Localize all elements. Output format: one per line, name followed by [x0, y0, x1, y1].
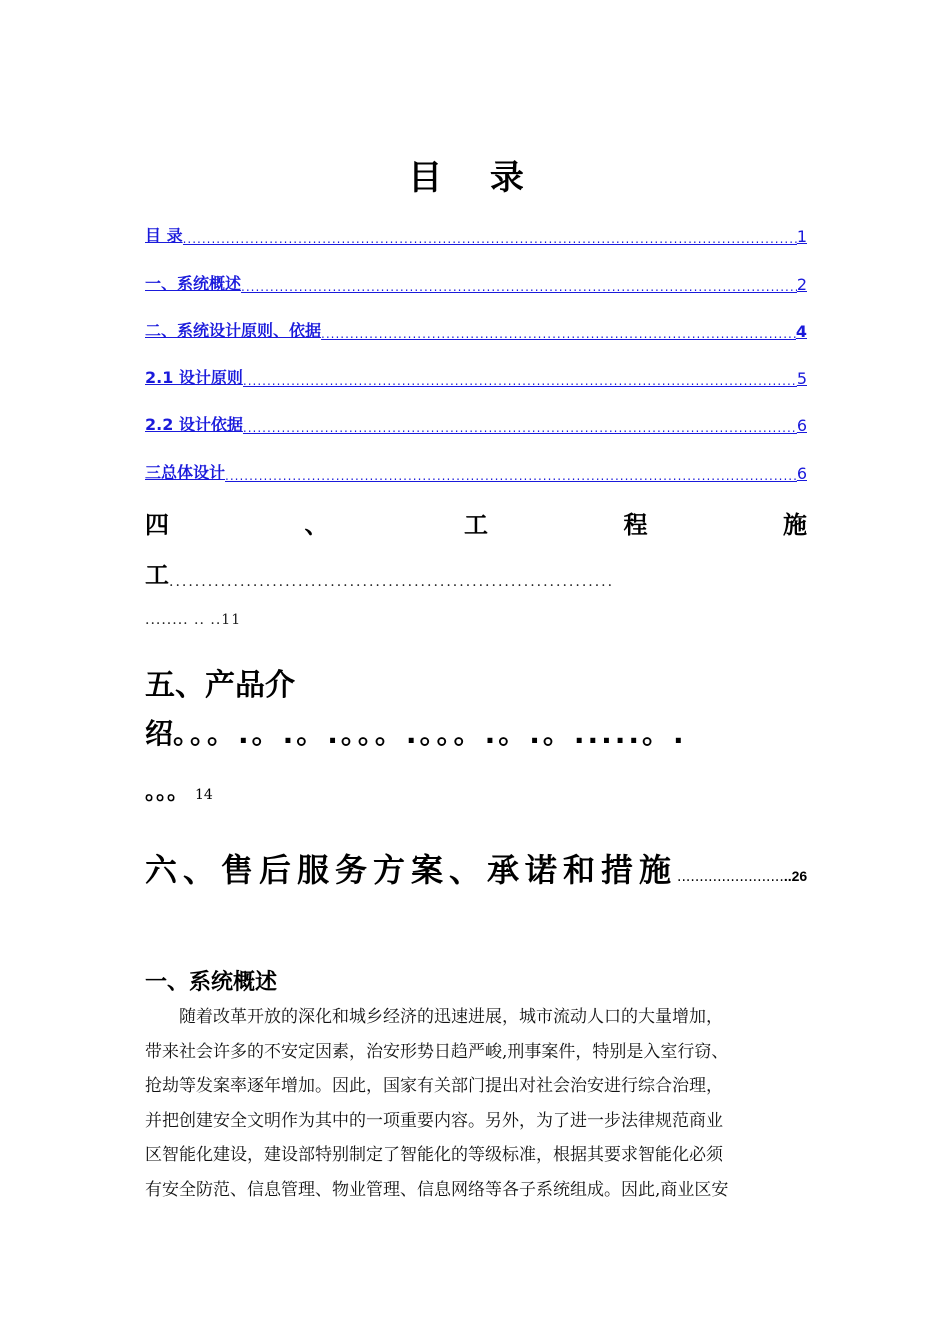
- heading-char: 、: [304, 511, 329, 539]
- toc-entry-label: 目 录: [145, 226, 183, 245]
- paragraph-line: 随着改革开放的深化和城乡经济的迅速进展，城市流动人口的大量增加，: [179, 1007, 723, 1027]
- toc-entry-label: 2.2 设计依据: [145, 415, 243, 434]
- section-paragraph: [145, 1000, 807, 1207]
- toc-leader: .....................................................................: [169, 574, 615, 590]
- heading-char: 绍: [145, 717, 174, 750]
- heading-char: 四: [145, 511, 169, 539]
- paragraph-line: 带来社会许多的不安定因素，治安形势日趋严峻,刑事案件，特别是入室行窃、: [145, 1041, 729, 1062]
- toc-leader: 。。。.。.。.。。。.。。。.。.。.....。.: [173, 717, 687, 750]
- toc-entry-2-2[interactable]: [145, 411, 807, 435]
- toc-leader: [183, 232, 797, 246]
- toc-entry-contents[interactable]: [145, 222, 807, 246]
- toc-entry-overall-design[interactable]: [145, 459, 807, 483]
- toc-leader: 。。。: [145, 780, 190, 805]
- toc-entry-construction-heading: [145, 505, 807, 540]
- toc-entry-after-sales: [145, 845, 807, 891]
- toc-leader: ........................: [677, 869, 784, 885]
- paragraph-line: 并把创建安全文明作为其中的一项重要内容。另外，为了进一步法律规范商业: [145, 1110, 723, 1131]
- toc-entry-2-1[interactable]: [145, 364, 807, 388]
- toc-entry-products-heading: 五、产品介: [145, 668, 295, 703]
- toc-leader: [225, 469, 797, 483]
- toc-page-number: 14: [195, 787, 213, 803]
- toc-page-number: 5: [796, 369, 807, 388]
- toc-leader: [241, 280, 797, 294]
- toc-entry-label: 六、售后服务方案、承诺和措施: [145, 851, 678, 889]
- toc-leader: [243, 421, 797, 435]
- paragraph-line: 区智能化建设，建设部特别制定了智能化的等级标准，根据其要求智能化必须: [145, 1145, 723, 1165]
- toc-page-number: 6: [796, 464, 807, 483]
- heading-char: 工: [145, 561, 169, 589]
- toc-entry-products-page: [145, 775, 213, 806]
- toc-page-number: ..26: [783, 868, 808, 884]
- section-heading: 一、系统概述: [145, 970, 278, 995]
- heading-char: 工: [464, 511, 488, 539]
- toc-leader: [321, 327, 796, 341]
- paragraph-line: 有安全防范、信息管理、物业管理、信息网络等各子系统组成。因此,商业区安: [145, 1179, 729, 1200]
- toc-leader: [243, 374, 797, 388]
- toc-entry-overview[interactable]: [145, 270, 807, 294]
- heading-char: 程: [623, 511, 648, 539]
- paragraph-line: 抢劫等发案率逐年增加。因此，国家有关部门提出对社会治安进行综合治理，: [145, 1076, 723, 1096]
- heading-char: 施: [783, 511, 807, 539]
- toc-entry-construction-continuation: [145, 556, 807, 590]
- toc-page-number: 4: [795, 322, 807, 341]
- toc-entry-design-principles[interactable]: [145, 317, 807, 341]
- page-title: 目 录: [408, 158, 542, 198]
- toc-page-number: 6: [796, 416, 807, 435]
- toc-page-number: 1: [796, 227, 807, 246]
- toc-entry-products-continuation: [145, 712, 807, 752]
- toc-entry-label: 三总体设计: [145, 463, 226, 482]
- toc-entry-label: 2.1 设计原则: [145, 368, 243, 387]
- toc-entry-label: 二、系统设计原则、依据: [145, 321, 322, 340]
- toc-entry-construction-page: ........ .. ..11: [145, 612, 242, 628]
- toc-entry-label: 一、系统概述: [145, 274, 242, 293]
- toc-page-number: 2: [796, 275, 807, 294]
